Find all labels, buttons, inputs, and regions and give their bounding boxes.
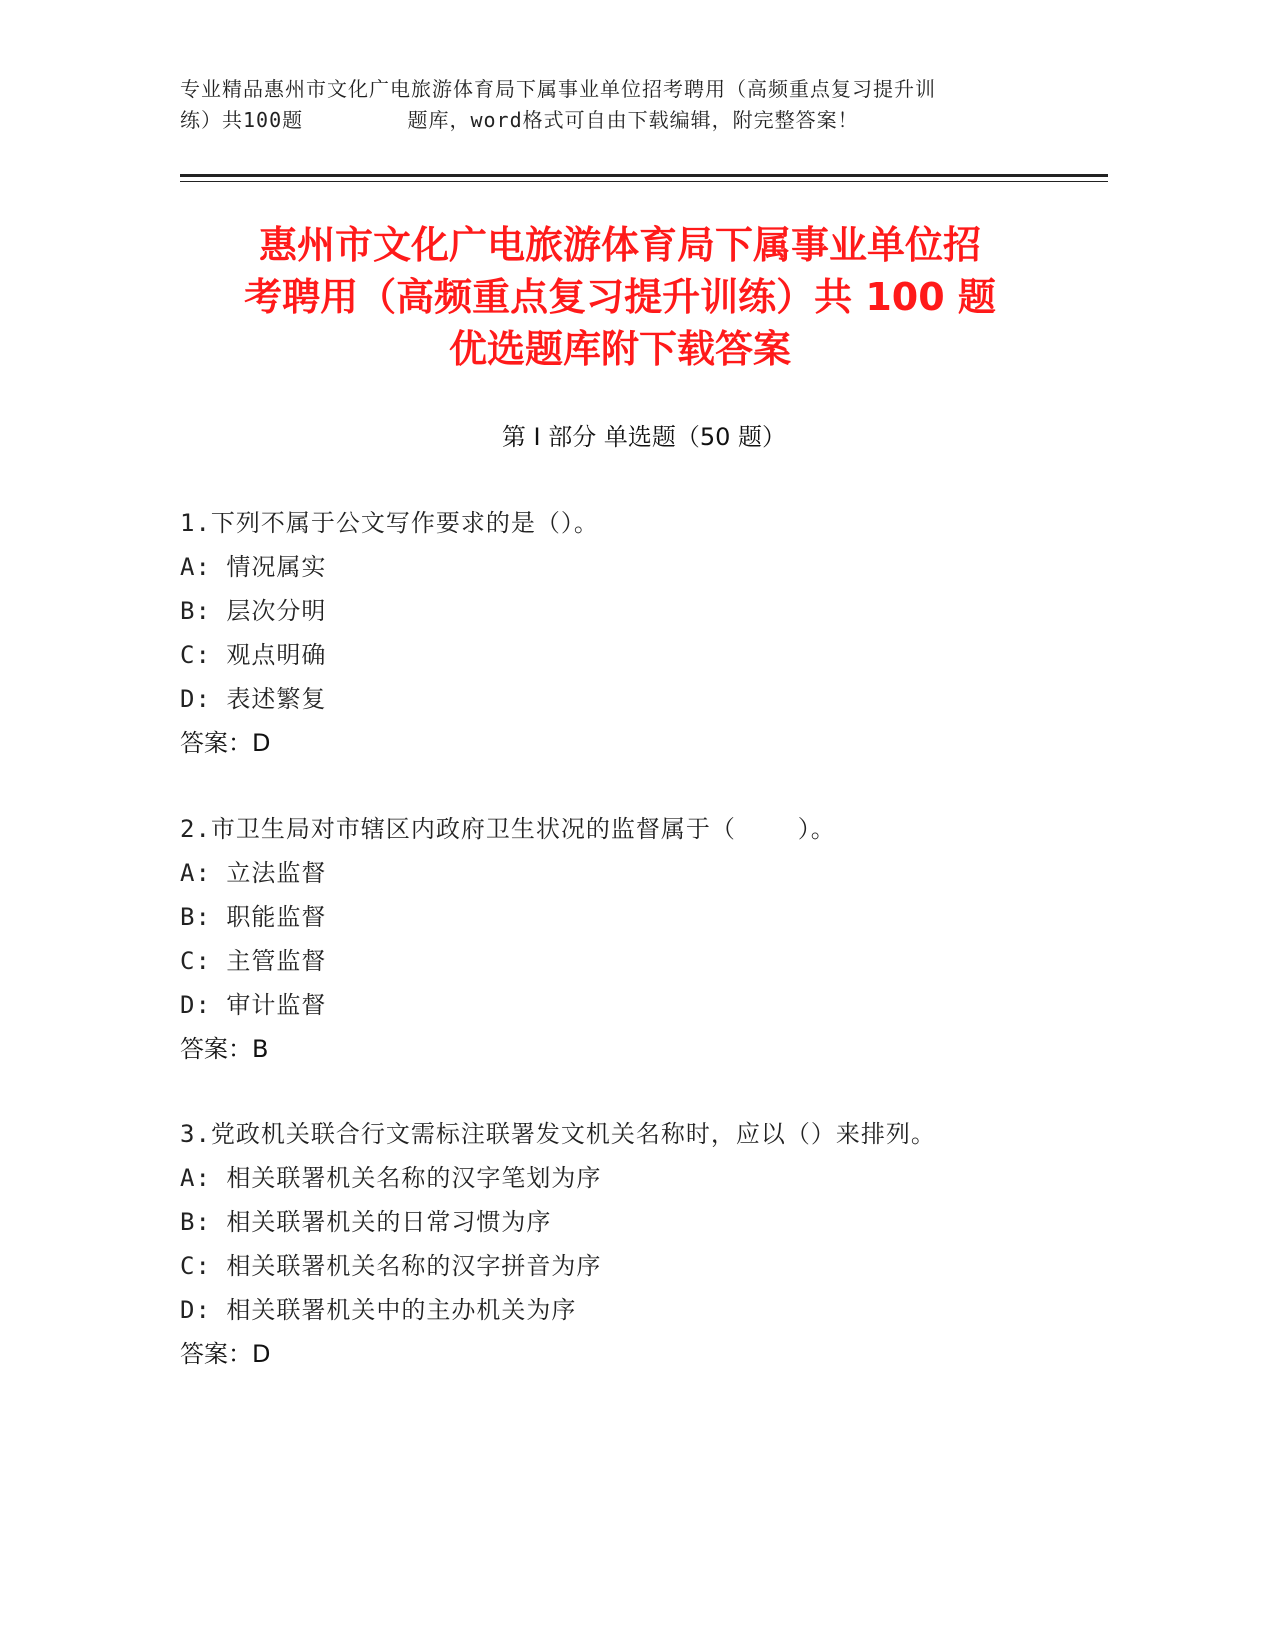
question-answer: 答案：D [180,729,271,757]
question-option-d: D: 审计监督 [180,991,327,1019]
question-option-a: A: 情况属实 [180,553,327,581]
question-stem: 1.下列不属于公文写作要求的是（）。 [180,509,599,537]
question-stem: 2.市卫生局对市辖区内政府卫生状况的监督属于（ ）。 [180,815,836,843]
header-divider-thick [180,174,1108,177]
document-title-line: 优选题库附下载答案 [448,327,791,371]
question-answer: 答案：B [180,1035,269,1063]
question-block [180,1118,1108,1382]
question-option-b: B: 职能监督 [180,903,327,931]
header-divider-thin [180,181,1108,182]
document-title [180,219,1060,375]
question-option-d: D: 表述繁复 [180,685,327,713]
question-option-a: A: 立法监督 [180,859,327,887]
question-option-c: C: 主管监督 [180,947,327,975]
document-title-line: 考聘用（高频重点复习提升训练）共 100 题 [244,275,996,319]
question-option-c: C: 观点明确 [180,641,327,669]
document-title-line: 惠州市文化广电旅游体育局下属事业单位招 [258,223,981,267]
question-block [180,813,1108,1077]
question-option-d: D: 相关联署机关中的主办机关为序 [180,1296,577,1324]
header-note [180,74,1060,136]
question-answer: 答案：D [180,1340,271,1368]
header-note-line: 练）共100题 题库，word格式可自由下载编辑，附完整答案！ [180,108,859,132]
question-option-b: B: 相关联署机关的日常习惯为序 [180,1208,552,1236]
section-title: 第 I 部分 单选题（50 题） [501,423,787,451]
question-option-c: C: 相关联署机关名称的汉字拼音为序 [180,1252,602,1280]
question-option-a: A: 相关联署机关名称的汉字笔划为序 [180,1164,602,1192]
question-option-b: B: 层次分明 [180,597,327,625]
question-stem: 3.党政机关联合行文需标注联署发文机关名称时，应以（）来排列。 [180,1120,936,1148]
header-note-line: 专业精品惠州市文化广电旅游体育局下属事业单位招考聘用（高频重点复习提升训 [180,77,936,101]
question-block [180,507,1108,771]
